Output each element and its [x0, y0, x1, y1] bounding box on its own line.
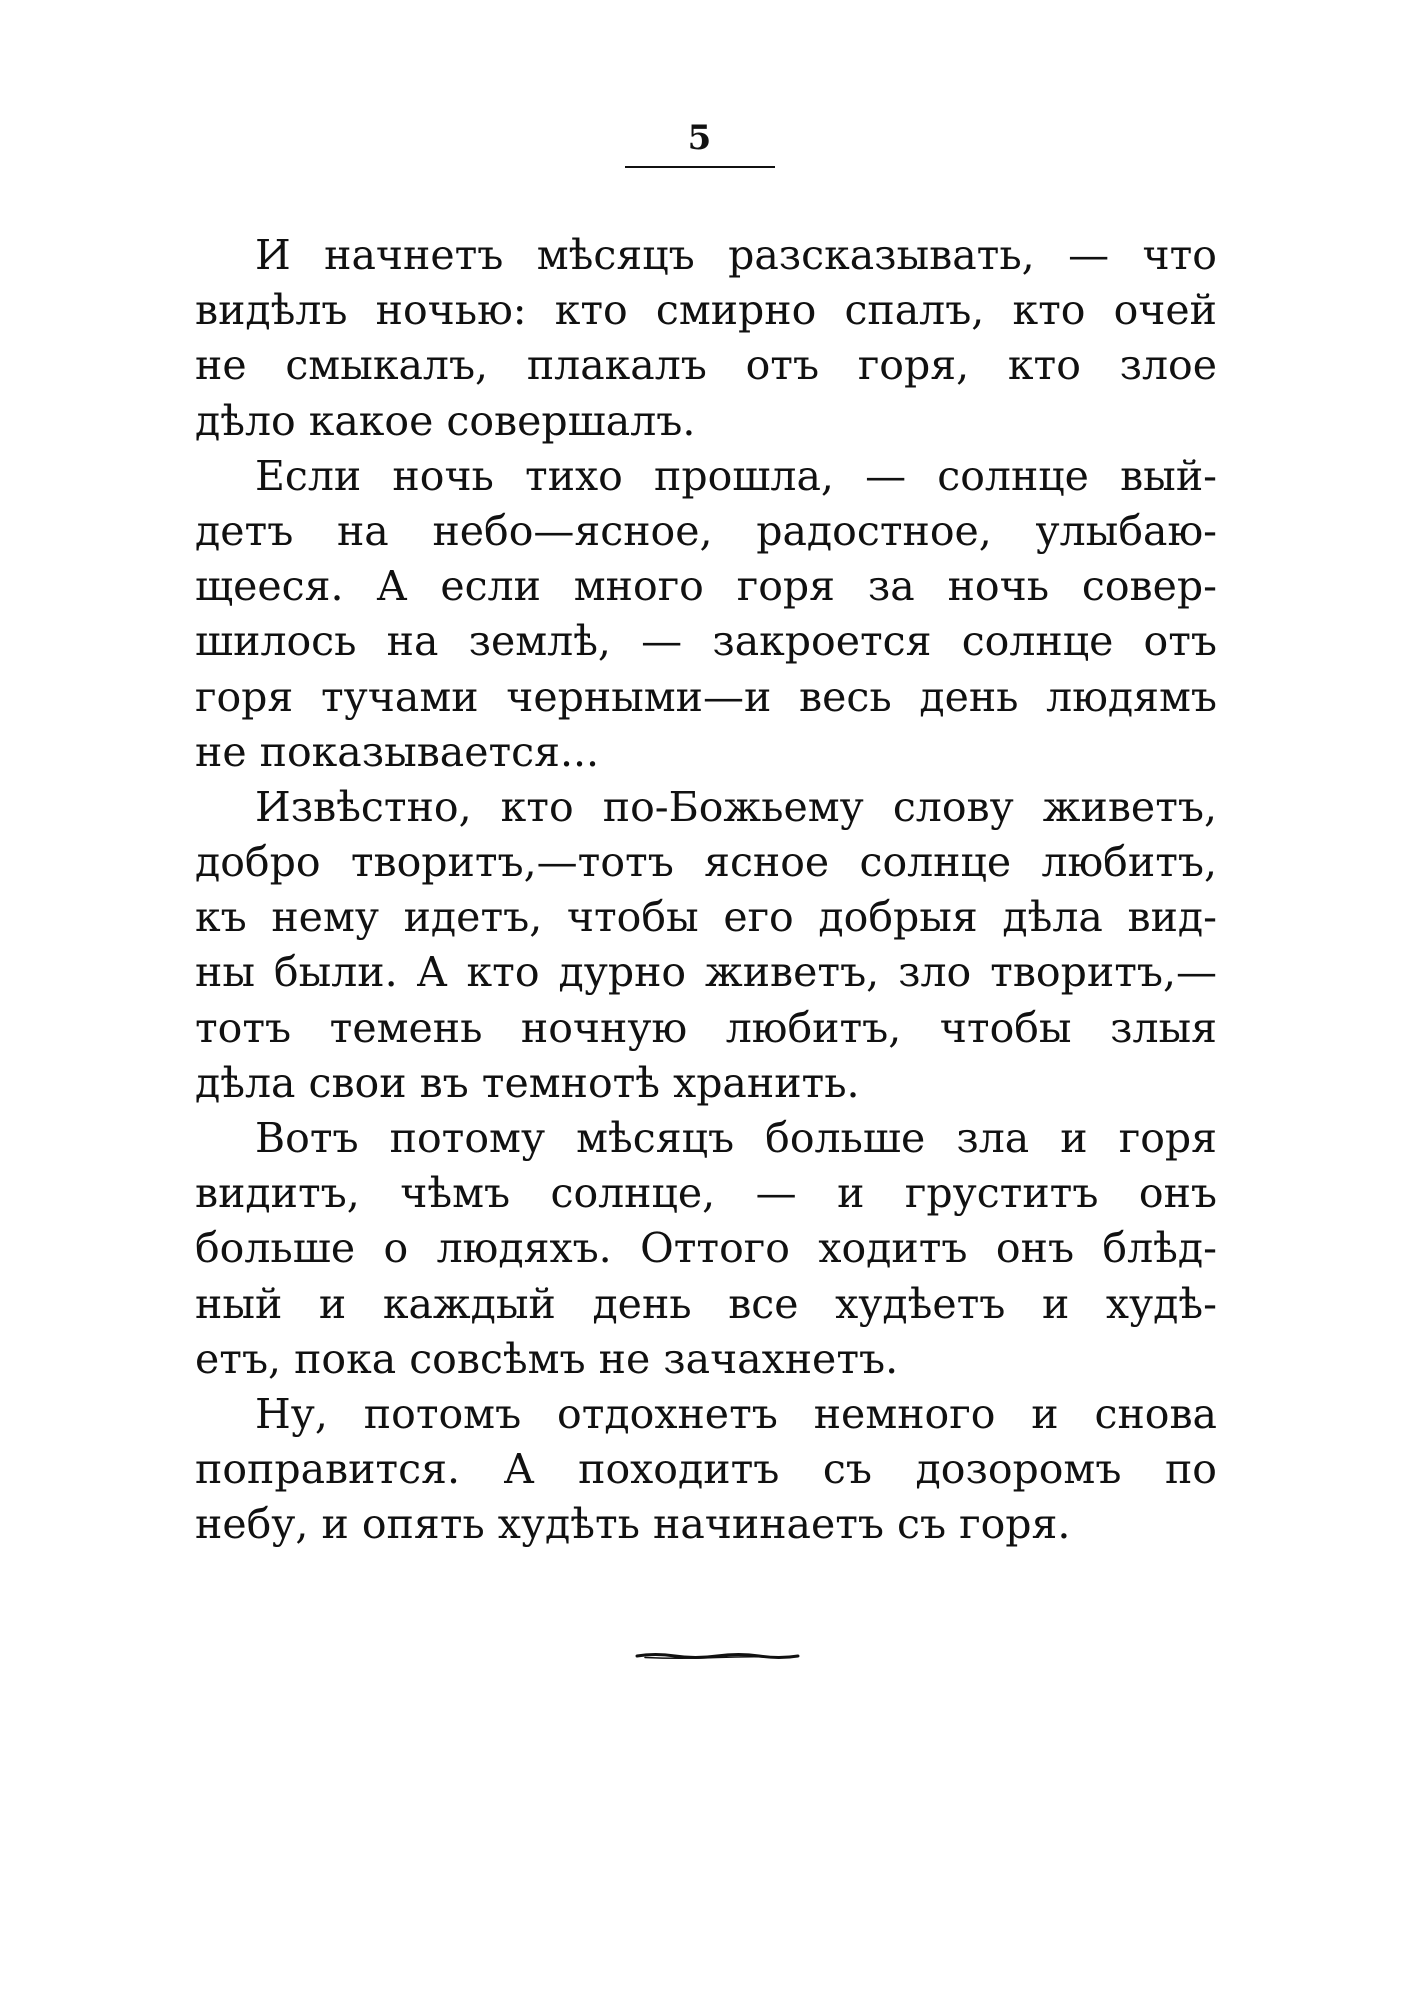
body-text: [195, 228, 1217, 1553]
header-rule: [625, 166, 775, 168]
paragraph-4: [195, 1111, 1217, 1387]
paragraph-2: [195, 449, 1217, 780]
page-header: [600, 118, 800, 168]
text-line: ны были. А кто дурно живетъ, зло творитъ,—: [195, 948, 1217, 997]
text-line: Ну, потомъ отдохнетъ немного и снова: [255, 1389, 1217, 1438]
text-line: дѣло какое совершалъ.: [195, 396, 696, 445]
text-line: Извѣстно, кто по-Божьему слову живетъ,: [255, 782, 1217, 831]
text-line: И начнетъ мѣсяцъ разсказывать, — что: [255, 231, 1217, 279]
text-line: дѣла свои въ темнотѣ хранить.: [195, 1058, 860, 1107]
text-line: тотъ темень ночную любитъ, чтобы злыя: [195, 1003, 1217, 1052]
paragraph-3: [195, 780, 1217, 1111]
paragraph-1: [195, 228, 1217, 449]
text-line: Вотъ потому мѣсяцъ больше зла и горя: [255, 1114, 1217, 1162]
text-line: детъ на небо—ясное, радостное, улыбаю-: [195, 506, 1217, 555]
text-line: шилось на землѣ, — закроется солнце отъ: [195, 617, 1217, 666]
text-line: горя тучами черными—и весь день людямъ: [195, 672, 1217, 721]
text-line: къ нему идетъ, чтобы его добрыя дѣла вид-: [195, 893, 1217, 942]
text-line: добро творитъ,—тотъ ясное солнце любитъ,: [195, 838, 1217, 887]
text-line: щееся. А если много горя за ночь совер-: [195, 562, 1217, 611]
text-line: не смыкалъ, плакалъ отъ горя, кто злое: [195, 341, 1217, 390]
page-number: 5: [687, 118, 713, 158]
end-ornament: [635, 1650, 800, 1662]
text-line: етъ, пока совсѣмъ не зачахнетъ.: [195, 1334, 899, 1383]
text-line: ный и каждый день все худѣетъ и худѣ-: [195, 1279, 1217, 1328]
text-line: видѣлъ ночью: кто смирно спалъ, кто очей: [195, 286, 1217, 335]
text-line: видитъ, чѣмъ солнце, — и груститъ онъ: [195, 1169, 1217, 1218]
text-line: небу, и опять худѣть начинаетъ съ горя.: [195, 1500, 1071, 1549]
paragraph-5: [195, 1387, 1217, 1553]
text-line: не показывается...: [195, 727, 600, 776]
text-line: больше о людяхъ. Оттого ходитъ онъ блѣд-: [195, 1224, 1217, 1273]
text-line: Если ночь тихо прошла, — солнце вый-: [255, 451, 1217, 500]
text-line: поправится. А походитъ съ дозоромъ по: [195, 1445, 1217, 1494]
